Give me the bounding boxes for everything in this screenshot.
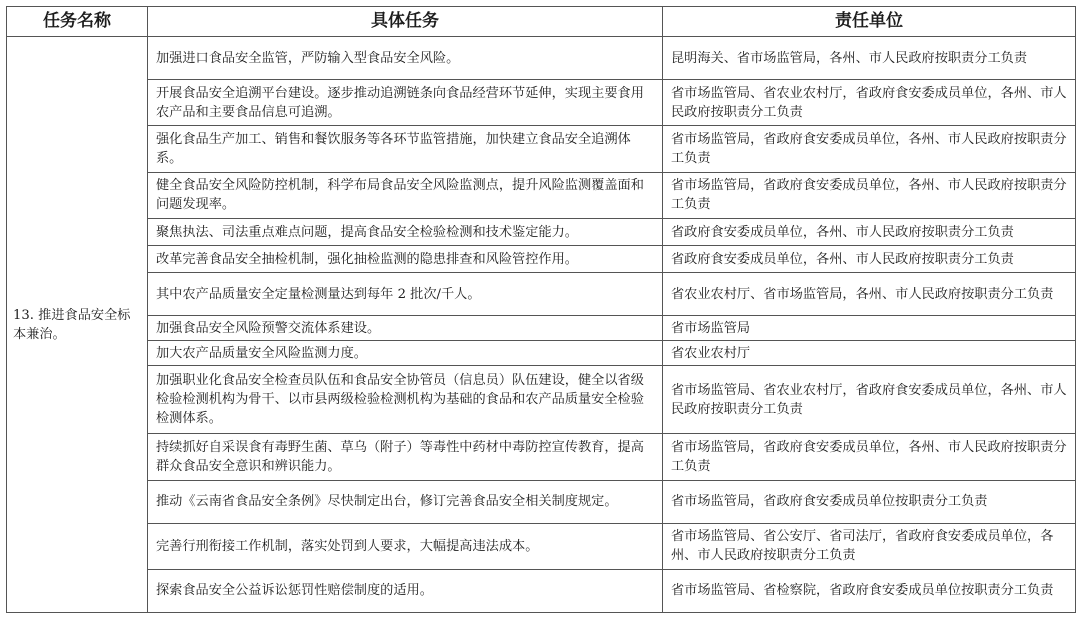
task-cell: 聚焦执法、司法重点难点问题，提高食品安全检验检测和技术鉴定能力。: [148, 219, 663, 246]
unit-cell: 昆明海关、省市场监管局，各州、市人民政府按职责分工负责: [663, 37, 1076, 80]
table-body: [7, 37, 1076, 613]
unit-cell: 省市场监管局、省公安厅、省司法厅，省政府食安委成员单位，各州、市人民政府按职责分工负责: [663, 523, 1076, 569]
unit-cell: 省市场监管局，省政府食安委成员单位按职责分工负责: [663, 480, 1076, 523]
table-row: [7, 523, 1076, 569]
task-cell: 持续抓好自采误食有毒野生菌、草乌（附子）等毒性中药材中毒防控宣传教育，提高群众食品安全意识和辨识能力。: [148, 434, 663, 480]
table-row: [7, 316, 1076, 341]
unit-cell: 省政府食安委成员单位，各州、市人民政府按职责分工负责: [663, 246, 1076, 273]
unit-cell: 省市场监管局，省政府食安委成员单位，各州、市人民政府按职责分工负责: [663, 434, 1076, 480]
task-cell: 健全食品安全风险防控机制，科学布局食品安全风险监测点，提升风险监测覆盖面和问题发现率。: [148, 172, 663, 218]
task-cell: 探索食品安全公益诉讼惩罚性赔偿制度的适用。: [148, 569, 663, 612]
table-row: [7, 219, 1076, 246]
unit-cell: 省市场监管局: [663, 316, 1076, 341]
unit-cell: 省市场监管局、省农业农村厅，省政府食安委成员单位，各州、市人民政府按职责分工负责: [663, 80, 1076, 126]
unit-cell: 省农业农村厅: [663, 341, 1076, 366]
unit-cell: 省政府食安委成员单位，各州、市人民政府按职责分工负责: [663, 219, 1076, 246]
header-specific-task: 具体任务: [148, 7, 663, 37]
task-cell: 其中农产品质量安全定量检测量达到每年 2 批次/千人。: [148, 273, 663, 316]
task-cell: 加强食品安全风险预警交流体系建设。: [148, 316, 663, 341]
unit-cell: 省市场监管局、省检察院，省政府食安委成员单位按职责分工负责: [663, 569, 1076, 612]
task-cell: 加大农产品质量安全风险监测力度。: [148, 341, 663, 366]
header-task-name: 任务名称: [7, 7, 148, 37]
table-header-row: [7, 7, 1076, 37]
task-cell: 强化食品生产加工、销售和餐饮服务等各环节监管措施，加快建立食品安全追溯体系。: [148, 126, 663, 172]
unit-cell: 省市场监管局，省政府食安委成员单位，各州、市人民政府按职责分工负责: [663, 172, 1076, 218]
table-row: [7, 366, 1076, 434]
unit-cell: 省市场监管局，省政府食安委成员单位，各州、市人民政府按职责分工负责: [663, 126, 1076, 172]
task-cell: 完善行刑衔接工作机制，落实处罚到人要求，大幅提高违法成本。: [148, 523, 663, 569]
unit-cell: 省农业农村厅、省市场监管局，各州、市人民政府按职责分工负责: [663, 273, 1076, 316]
table-row: [7, 37, 1076, 80]
table-row: [7, 480, 1076, 523]
table-row: [7, 80, 1076, 126]
header-responsible-unit: 责任单位: [663, 7, 1076, 37]
task-cell: 推动《云南省食品安全条例》尽快制定出台，修订完善食品安全相关制度规定。: [148, 480, 663, 523]
task-table: [6, 6, 1076, 613]
table-row: [7, 126, 1076, 172]
table-row: [7, 341, 1076, 366]
table-row: [7, 569, 1076, 612]
task-cell: 加强进口食品安全监管，严防输入型食品安全风险。: [148, 37, 663, 80]
table-row: [7, 246, 1076, 273]
table-row: [7, 273, 1076, 316]
task-name-cell: 13. 推进食品安全标本兼治。: [7, 37, 148, 613]
task-cell: 改革完善食品安全抽检机制，强化抽检监测的隐患排查和风险管控作用。: [148, 246, 663, 273]
task-cell: 加强职业化食品安全检查员队伍和食品安全协管员（信息员）队伍建设，健全以省级检验检测机构为骨干、以市县两级检验检测机构为基础的食品和农产品质量安全检验检测体系。: [148, 366, 663, 434]
unit-cell: 省市场监管局、省农业农村厅，省政府食安委成员单位，各州、市人民政府按职责分工负责: [663, 366, 1076, 434]
task-cell: 开展食品安全追溯平台建设。逐步推动追溯链条向食品经营环节延伸，实现主要食用农产品和主要食品信息可追溯。: [148, 80, 663, 126]
table-row: [7, 434, 1076, 480]
table-row: [7, 172, 1076, 218]
